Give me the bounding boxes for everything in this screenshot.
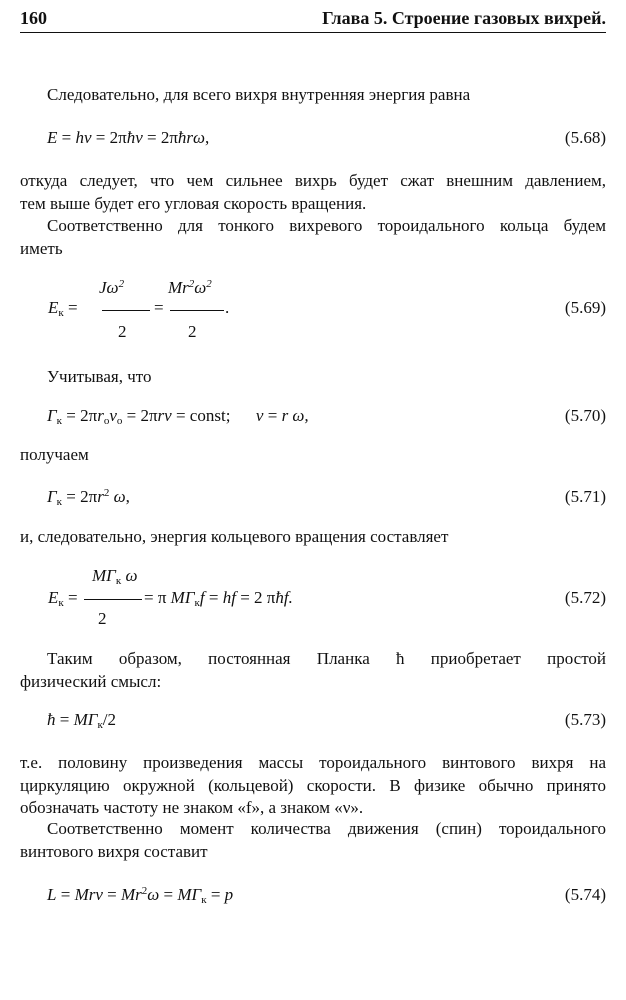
equation-5-73-body: ħ = $MГ_к/2$ bbox=[47, 710, 117, 731]
fraction-numerator: $J\omega^2$ bbox=[99, 278, 125, 297]
equation-5-70-body: $Г_к = 2\pi r_оv_о = 2\pi rv$ = const; v = r ω, bbox=[47, 406, 309, 427]
equation-5-69-lhs: $E_к$ = bbox=[48, 298, 78, 319]
period: . bbox=[225, 298, 230, 317]
paragraph-2 bbox=[20, 170, 606, 215]
equation-number: (5.69) bbox=[564, 298, 606, 317]
paragraph-7 bbox=[20, 648, 606, 693]
equation-number: (5.70) bbox=[564, 406, 606, 425]
paragraph-line: тем выше будет его угловая скорость вращения. bbox=[20, 193, 367, 213]
page-header bbox=[20, 8, 606, 33]
paragraph-line: иметь bbox=[20, 238, 63, 258]
equation-5-71-body: $Г_к = 2\pi r^2$ ω, bbox=[47, 487, 130, 508]
equation-5-68-body: E = hv = 2πħv = 2πħrω, bbox=[47, 128, 210, 147]
paragraph-line: т.е. половину произведения массы тороидального винтового вихря на bbox=[20, 753, 606, 772]
equation-number: (5.72) bbox=[564, 588, 606, 607]
equation-5-74-body: L = Mrv = $Mr^2\omega = MГ_к = p$ bbox=[47, 885, 234, 906]
paragraph-4: Учитывая, что bbox=[47, 367, 152, 386]
paragraph-3 bbox=[20, 215, 606, 260]
paragraph-line: винтового вихря составит bbox=[20, 841, 208, 861]
chapter-title: Глава 5. Строение газовых вихрей. bbox=[322, 8, 606, 28]
paragraph-1: Следовательно, для всего вихря внутренняя энергия равна bbox=[47, 85, 471, 104]
fraction-numerator: $MГ_к$ ω bbox=[92, 566, 138, 587]
equation-5-68 bbox=[47, 126, 606, 150]
paragraph-line: Соответственно для тонкого вихревого тороидального кольца будем bbox=[47, 216, 606, 235]
equation-5-72-lhs: $E_к$ = bbox=[48, 588, 78, 609]
fraction-bar bbox=[170, 310, 224, 311]
paragraph-5: получаем bbox=[20, 445, 89, 464]
equation-5-72-rhs: = π $MГ_кf$ = hf = 2 πħf. bbox=[144, 588, 293, 609]
paragraph-line: откуда следует, что чем сильнее вихрь будет сжат внешним давлением, bbox=[20, 171, 606, 190]
equation-5-73 bbox=[47, 708, 606, 732]
paragraph-line: обозначать частоту не знаком «f», а знаком «ν». bbox=[20, 798, 364, 817]
fraction-denominator: 2 bbox=[118, 322, 127, 341]
paragraph-line: физический смысл: bbox=[20, 671, 162, 691]
paragraph-line: Таким образом, постоянная Планка ħ приобретает простой bbox=[47, 649, 606, 668]
equation-number: (5.68) bbox=[564, 128, 606, 147]
equation-5-70 bbox=[47, 404, 606, 428]
fraction-denominator: 2 bbox=[98, 609, 107, 628]
paragraph-8 bbox=[20, 752, 606, 820]
equation-number: (5.71) bbox=[564, 487, 606, 506]
paragraph-line: Соответственно момент количества движения (спин) тороидального bbox=[47, 819, 606, 838]
paragraph-line: циркуляцию окружной (кольцевой) скорости. В физике обычно принято bbox=[20, 775, 606, 795]
fraction-bar bbox=[84, 599, 142, 600]
fraction-numerator: $Mr^2\omega^2$ bbox=[168, 278, 212, 297]
paragraph-9 bbox=[20, 818, 606, 863]
equation-5-74 bbox=[47, 883, 606, 907]
page-number: 160 bbox=[20, 8, 47, 28]
fraction-denominator: 2 bbox=[188, 322, 197, 341]
fraction-bar bbox=[102, 310, 150, 311]
equation-number: (5.74) bbox=[564, 885, 606, 904]
equation-number: (5.73) bbox=[564, 710, 606, 729]
equation-5-71 bbox=[47, 485, 606, 509]
paragraph-6: и, следовательно, энергия кольцевого вращения составляет bbox=[20, 527, 449, 546]
equals-sign: = bbox=[154, 298, 164, 317]
